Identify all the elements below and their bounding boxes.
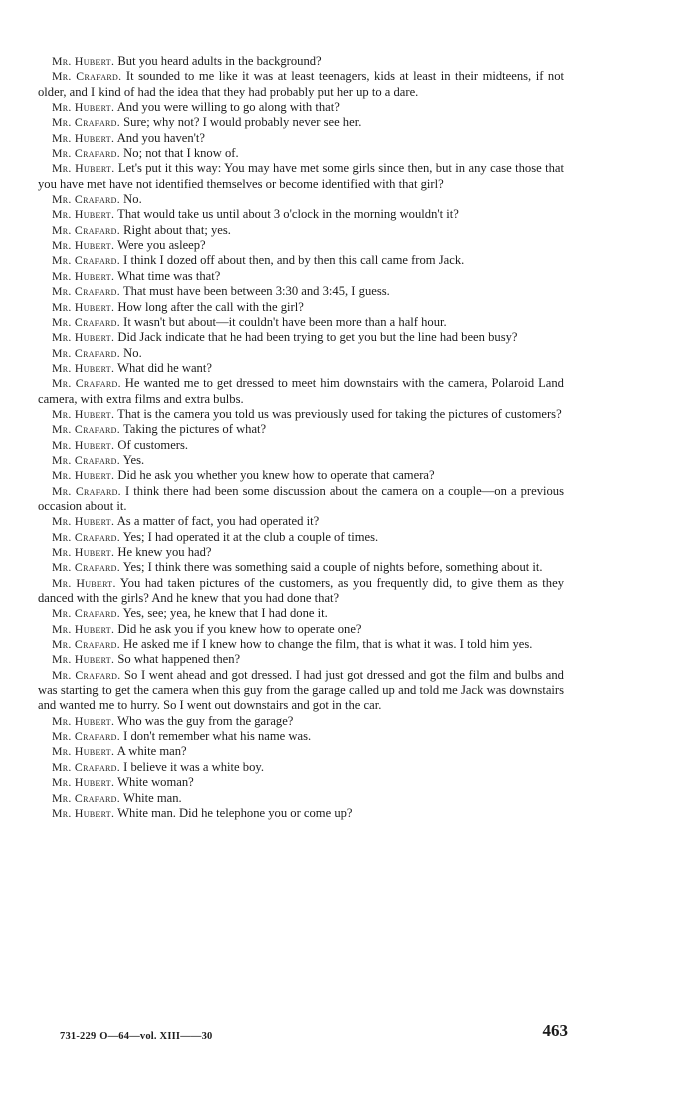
speaker-label: Mr. Hubert. <box>52 161 115 176</box>
transcript-paragraph <box>38 760 564 775</box>
transcript-paragraph <box>38 69 564 100</box>
transcript-paragraph <box>38 330 564 345</box>
speaker-label: Mr. Crafard. <box>52 192 121 207</box>
speaker-label: Mr. Hubert. <box>52 54 115 68</box>
transcript-paragraph <box>38 422 564 437</box>
speaker-label: Mr. Crafard. <box>52 529 121 544</box>
transcript-paragraph <box>38 361 564 376</box>
speaker-label: Mr. Crafard. <box>52 422 121 437</box>
speaker-label: Mr. Hubert. <box>52 207 115 222</box>
transcript-paragraph <box>38 315 564 330</box>
speaker-label: Mr. Hubert. <box>52 713 115 728</box>
transcript-paragraph <box>38 484 564 515</box>
transcript-paragraph <box>38 514 564 529</box>
transcript-paragraph <box>38 744 564 759</box>
speech-text: And you haven't? <box>116 130 206 145</box>
transcript-paragraph <box>38 207 564 222</box>
speaker-label: Mr. Hubert. <box>52 744 115 759</box>
speaker-label: Mr. Crafard. <box>52 637 121 652</box>
speech-text: Were you asleep? <box>117 238 206 253</box>
speaker-label: Mr. Hubert. <box>52 775 115 790</box>
speech-text: That is the camera you told us was previously used for taking the pictures of customers? <box>117 406 562 421</box>
transcript-paragraph <box>38 806 564 821</box>
speech-text: Who was the guy from the garage? <box>117 713 294 728</box>
transcript-paragraph <box>38 775 564 790</box>
speech-text: But you heard adults in the background? <box>117 54 322 68</box>
transcript-paragraph <box>38 791 564 806</box>
speaker-label: Mr. Crafard. <box>52 69 122 84</box>
transcript-paragraph <box>38 300 564 315</box>
speech-text: I think there had been some discussion about the camera on a couple—on a previous occasion about it. <box>38 483 564 513</box>
speaker-label: Mr. Hubert. <box>52 437 115 452</box>
speaker-label: Mr. Hubert. <box>52 100 115 115</box>
speech-text: Taking the pictures of what? <box>122 422 267 437</box>
transcript-paragraph <box>38 652 564 667</box>
speech-text: Right about that; yes. <box>123 222 231 237</box>
speech-text: White man. Did he telephone you or come up? <box>117 805 353 820</box>
transcript-paragraph <box>38 453 564 468</box>
page-number: 463 <box>542 1021 568 1040</box>
speech-text: It wasn't but about—it couldn't have been more than a half hour. <box>123 314 447 329</box>
transcript-paragraph <box>38 637 564 652</box>
speaker-label: Mr. Hubert. <box>52 575 116 590</box>
speech-text: And you were willing to go along with that? <box>116 100 340 115</box>
speech-text: Yes, see; yea, he knew that I had done it. <box>122 606 328 621</box>
speech-text: Did he ask you whether you knew how to operate that camera? <box>117 468 435 483</box>
printer-code: 731-229 O—64—vol. XIII——30 <box>60 1031 213 1042</box>
speaker-label: Mr. Crafard. <box>52 759 121 774</box>
speaker-label: Mr. Hubert. <box>52 652 115 667</box>
speaker-label: Mr. Crafard. <box>52 452 121 467</box>
speaker-label: Mr. Crafard. <box>52 345 121 360</box>
speaker-label: Mr. Hubert. <box>52 268 115 283</box>
speaker-label: Mr. Crafard. <box>52 146 121 161</box>
speaker-label: Mr. Hubert. <box>52 621 115 636</box>
speech-text: White woman? <box>117 775 194 790</box>
transcript-paragraph <box>38 729 564 744</box>
speaker-label: Mr. Crafard. <box>52 284 121 299</box>
speaker-label: Mr. Hubert. <box>52 360 115 375</box>
speech-text: As a matter of fact, you had operated it? <box>116 514 320 529</box>
speaker-label: Mr. Crafard. <box>52 115 121 130</box>
speaker-label: Mr. Hubert. <box>52 130 115 145</box>
transcript-paragraph <box>38 161 564 192</box>
speaker-label: Mr. Crafard. <box>52 606 121 621</box>
speech-text: It sounded to me like it was at least teenagers, kids at least in their midteens, if not older, and I kind of had the idea that they had probably put her up to a dare. <box>38 69 564 99</box>
transcript-paragraph <box>38 530 564 545</box>
speech-text: That would take us until about 3 o'clock in the morning wouldn't it? <box>117 207 459 222</box>
transcript-paragraph <box>38 576 564 607</box>
speech-text: That must have been between 3:30 and 3:45, I guess. <box>122 284 390 299</box>
transcript-paragraph <box>38 438 564 453</box>
speech-text: I don't remember what his name was. <box>123 729 312 744</box>
transcript-paragraph <box>38 284 564 299</box>
transcript-paragraph <box>38 560 564 575</box>
speech-text: He knew you had? <box>117 545 212 559</box>
speech-text: I think I dozed off about then, and by then this call came from Jack. <box>123 253 465 268</box>
speaker-label: Mr. Crafard. <box>52 222 121 237</box>
transcript-paragraph <box>38 100 564 115</box>
speech-text: He wanted me to get dressed to meet him downstairs with the camera, Polaroid Land camera, with extra films and extra bulbs. <box>38 376 564 406</box>
transcript-paragraph <box>38 253 564 268</box>
speaker-label: Mr. Hubert. <box>52 406 115 421</box>
speaker-label: Mr. Crafard. <box>52 667 121 682</box>
speech-text: White man. <box>122 790 182 805</box>
transcript-paragraph <box>38 606 564 621</box>
speech-text: Yes; I think there was something said a couple of nights before, something about it. <box>122 560 543 575</box>
speaker-label: Mr. Hubert. <box>52 299 115 314</box>
transcript-paragraph <box>38 668 564 714</box>
speech-text: Of customers. <box>117 437 189 452</box>
transcript-paragraph <box>38 346 564 361</box>
speaker-label: Mr. Crafard. <box>52 376 121 391</box>
transcript-paragraph <box>38 468 564 483</box>
speech-text: No. <box>123 192 142 207</box>
speech-text: How long after the call with the girl? <box>117 299 304 314</box>
transcript-paragraph <box>38 54 564 69</box>
transcript-paragraph <box>38 131 564 146</box>
transcript-paragraph <box>38 407 564 422</box>
speech-text: Let's put it this way: You may have met some girls since then, but in any case those that you have met have not identified themselves or become identified with that girl? <box>38 161 565 191</box>
speech-text: He asked me if I knew how to change the film, that is what it was. I told him yes. <box>123 637 533 652</box>
transcript-paragraph <box>38 223 564 238</box>
speaker-label: Mr. Hubert. <box>52 330 115 345</box>
speech-text: Yes; I had operated it at the club a couple of times. <box>122 529 379 544</box>
speech-text: What did he want? <box>117 360 212 375</box>
speech-text: No. <box>123 345 142 360</box>
transcript-paragraph <box>38 269 564 284</box>
transcript-paragraph <box>38 192 564 207</box>
speech-text: Sure; why not? I would probably never see her. <box>123 115 362 130</box>
speech-text: A white man? <box>116 744 187 759</box>
speaker-label: Mr. Hubert. <box>52 238 115 253</box>
transcript-paragraph <box>38 622 564 637</box>
speaker-label: Mr. Crafard. <box>52 729 121 744</box>
transcript-paragraph <box>38 714 564 729</box>
transcript-paragraph <box>38 376 564 407</box>
speech-text: I believe it was a white boy. <box>123 759 264 774</box>
speaker-label: Mr. Hubert. <box>52 545 115 559</box>
speaker-label: Mr. Hubert. <box>52 468 115 483</box>
transcript-paragraph <box>38 545 564 560</box>
transcript-body <box>38 54 564 821</box>
speech-text: What time was that? <box>117 268 221 283</box>
speaker-label: Mr. Crafard. <box>52 253 121 268</box>
speech-text: Did Jack indicate that he had been trying to get you but the line had been busy? <box>117 330 518 345</box>
speaker-label: Mr. Crafard. <box>52 560 121 575</box>
speech-text: You had taken pictures of the customers, as you frequently did, to give them as they danced with the girls? And he knew that you had done that? <box>38 575 564 606</box>
speaker-label: Mr. Crafard. <box>52 790 121 805</box>
speech-text: Yes. <box>122 452 145 467</box>
speaker-label: Mr. Hubert. <box>52 514 115 529</box>
transcript-paragraph <box>38 146 564 161</box>
speech-text: So I went ahead and got dressed. I had just got dressed and got the film and bulbs and was starting to get the camera when this guy from the garage called up and told me Jack was downstairs and wanted me to hurry. So I went out downstairs and got in the car. <box>38 667 564 713</box>
speaker-label: Mr. Crafard. <box>52 483 121 498</box>
speaker-label: Mr. Hubert. <box>52 805 115 820</box>
transcript-paragraph <box>38 238 564 253</box>
speaker-label: Mr. Crafard. <box>52 314 121 329</box>
transcript-paragraph <box>38 115 564 130</box>
speech-text: Did he ask you if you knew how to operate one? <box>117 621 362 636</box>
speech-text: So what happened then? <box>117 652 241 667</box>
speech-text: No; not that I know of. <box>123 146 239 161</box>
